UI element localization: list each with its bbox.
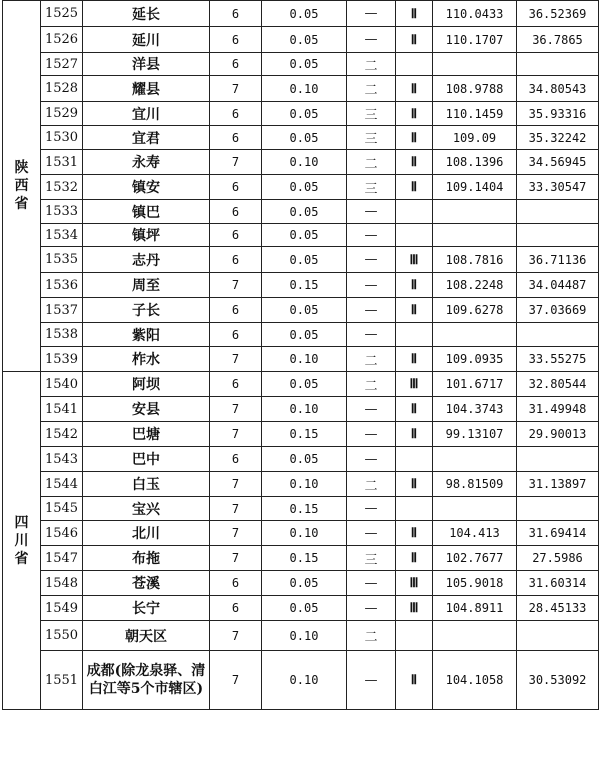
place-name-cell: 周至 <box>83 273 210 298</box>
row-number-cell: 1526 <box>41 27 83 53</box>
group-cell: — <box>347 571 396 596</box>
group-cell: — <box>347 27 396 53</box>
longitude-cell: 104.8911 <box>433 596 517 621</box>
row-number-cell: 1529 <box>41 102 83 126</box>
longitude-cell: 110.0433 <box>433 1 517 27</box>
group-cell: — <box>347 1 396 27</box>
acceleration-cell: 0.10 <box>262 397 347 422</box>
row-number-cell: 1547 <box>41 546 83 571</box>
group-cell: 三 <box>347 102 396 126</box>
acceleration-cell: 0.05 <box>262 53 347 76</box>
row-number-cell: 1535 <box>41 247 83 273</box>
intensity-cell: 6 <box>210 1 262 27</box>
place-name-cell: 延长 <box>83 1 210 27</box>
acceleration-cell: 0.05 <box>262 27 347 53</box>
place-name-cell: 巴中 <box>83 447 210 472</box>
longitude-cell: 104.1058 <box>433 651 517 710</box>
longitude-cell <box>433 447 517 472</box>
table-row <box>3 200 599 224</box>
table-row <box>3 596 599 621</box>
table-row <box>3 447 599 472</box>
acceleration-cell: 0.05 <box>262 200 347 224</box>
latitude-cell: 28.45133 <box>517 596 599 621</box>
site-class-cell: Ⅱ <box>396 126 433 150</box>
place-name-cell: 布拖 <box>83 546 210 571</box>
intensity-cell: 7 <box>210 76 262 102</box>
place-name-cell: 耀县 <box>83 76 210 102</box>
latitude-cell: 35.32242 <box>517 126 599 150</box>
acceleration-cell: 0.05 <box>262 298 347 323</box>
intensity-cell: 7 <box>210 521 262 546</box>
latitude-cell: 34.56945 <box>517 150 599 175</box>
table-row <box>3 1 599 27</box>
place-name-cell: 镇巴 <box>83 200 210 224</box>
row-number-cell: 1549 <box>41 596 83 621</box>
site-class-cell <box>396 323 433 347</box>
site-class-cell: Ⅱ <box>396 175 433 200</box>
site-class-cell: Ⅱ <box>396 27 433 53</box>
acceleration-cell: 0.05 <box>262 247 347 273</box>
intensity-cell: 6 <box>210 247 262 273</box>
group-cell: 二 <box>347 76 396 102</box>
table-row <box>3 224 599 247</box>
intensity-cell: 7 <box>210 273 262 298</box>
site-class-cell: Ⅱ <box>396 521 433 546</box>
place-name-cell: 镇安 <box>83 175 210 200</box>
longitude-cell: 104.413 <box>433 521 517 546</box>
province-cell <box>3 372 41 710</box>
intensity-cell: 6 <box>210 298 262 323</box>
longitude-cell <box>433 621 517 651</box>
site-class-cell <box>396 497 433 521</box>
acceleration-cell: 0.10 <box>262 521 347 546</box>
acceleration-cell: 0.15 <box>262 497 347 521</box>
row-number-cell: 1544 <box>41 472 83 497</box>
acceleration-cell: 0.10 <box>262 76 347 102</box>
intensity-cell: 6 <box>210 102 262 126</box>
longitude-cell: 101.6717 <box>433 372 517 397</box>
seismic-data-table <box>2 0 599 710</box>
latitude-cell: 36.52369 <box>517 1 599 27</box>
table-row <box>3 126 599 150</box>
place-name-cell: 长宁 <box>83 596 210 621</box>
group-cell: — <box>347 298 396 323</box>
acceleration-cell: 0.10 <box>262 347 347 372</box>
longitude-cell: 108.2248 <box>433 273 517 298</box>
latitude-cell: 32.80544 <box>517 372 599 397</box>
acceleration-cell: 0.15 <box>262 273 347 298</box>
acceleration-cell: 0.05 <box>262 1 347 27</box>
place-name-cell: 子长 <box>83 298 210 323</box>
acceleration-cell: 0.10 <box>262 472 347 497</box>
site-class-cell: Ⅱ <box>396 546 433 571</box>
group-cell: 三 <box>347 126 396 150</box>
intensity-cell: 6 <box>210 53 262 76</box>
longitude-cell: 110.1707 <box>433 27 517 53</box>
group-cell: — <box>347 447 396 472</box>
place-name-cell: 北川 <box>83 521 210 546</box>
table-row <box>3 571 599 596</box>
latitude-cell: 31.49948 <box>517 397 599 422</box>
intensity-cell: 6 <box>210 27 262 53</box>
row-number-cell: 1533 <box>41 200 83 224</box>
intensity-cell: 6 <box>210 224 262 247</box>
acceleration-cell: 0.10 <box>262 621 347 651</box>
group-cell: — <box>347 323 396 347</box>
longitude-cell <box>433 224 517 247</box>
group-cell: — <box>347 273 396 298</box>
table-row <box>3 521 599 546</box>
group-cell: 二 <box>347 372 396 397</box>
table-row <box>3 472 599 497</box>
row-number-cell: 1531 <box>41 150 83 175</box>
province-name: 四川省 <box>14 514 29 567</box>
site-class-cell: Ⅲ <box>396 372 433 397</box>
intensity-cell: 7 <box>210 621 262 651</box>
province-name: 陕西省 <box>14 160 29 212</box>
place-name-cell: 永寿 <box>83 150 210 175</box>
site-class-cell <box>396 621 433 651</box>
group-cell: — <box>347 422 396 447</box>
place-name-cell: 紫阳 <box>83 323 210 347</box>
acceleration-cell: 0.05 <box>262 126 347 150</box>
row-number-cell: 1545 <box>41 497 83 521</box>
table-row <box>3 273 599 298</box>
group-cell: 二 <box>347 472 396 497</box>
latitude-cell <box>517 323 599 347</box>
row-number-cell: 1536 <box>41 273 83 298</box>
row-number-cell: 1548 <box>41 571 83 596</box>
site-class-cell: Ⅱ <box>396 347 433 372</box>
latitude-cell <box>517 224 599 247</box>
place-name-cell: 洋县 <box>83 53 210 76</box>
group-cell: 二 <box>347 150 396 175</box>
place-name-cell: 志丹 <box>83 247 210 273</box>
group-cell: 二 <box>347 347 396 372</box>
site-class-cell: Ⅲ <box>396 596 433 621</box>
row-number-cell: 1534 <box>41 224 83 247</box>
latitude-cell: 27.5986 <box>517 546 599 571</box>
site-class-cell: Ⅱ <box>396 102 433 126</box>
acceleration-cell: 0.05 <box>262 447 347 472</box>
table-body <box>3 1 599 710</box>
longitude-cell: 109.0935 <box>433 347 517 372</box>
place-name-cell: 安县 <box>83 397 210 422</box>
site-class-cell: Ⅱ <box>396 1 433 27</box>
intensity-cell: 6 <box>210 596 262 621</box>
table-row <box>3 298 599 323</box>
intensity-cell: 7 <box>210 397 262 422</box>
table-row <box>3 76 599 102</box>
row-number-cell: 1527 <box>41 53 83 76</box>
row-number-cell: 1528 <box>41 76 83 102</box>
latitude-cell: 31.13897 <box>517 472 599 497</box>
latitude-cell <box>517 447 599 472</box>
place-name-cell: 宝兴 <box>83 497 210 521</box>
acceleration-cell: 0.15 <box>262 422 347 447</box>
longitude-cell <box>433 323 517 347</box>
site-class-cell <box>396 200 433 224</box>
row-number-cell: 1550 <box>41 621 83 651</box>
place-name-cell: 成都(除龙泉驿、清白江等5个市辖区) <box>83 651 210 710</box>
place-name-cell: 延川 <box>83 27 210 53</box>
acceleration-cell: 0.05 <box>262 224 347 247</box>
longitude-cell: 110.1459 <box>433 102 517 126</box>
site-class-cell: Ⅱ <box>396 651 433 710</box>
latitude-cell <box>517 53 599 76</box>
group-cell: 三 <box>347 175 396 200</box>
acceleration-cell: 0.05 <box>262 175 347 200</box>
site-class-cell: Ⅲ <box>396 571 433 596</box>
table-row <box>3 27 599 53</box>
latitude-cell: 29.90013 <box>517 422 599 447</box>
latitude-cell: 31.69414 <box>517 521 599 546</box>
longitude-cell: 104.3743 <box>433 397 517 422</box>
acceleration-cell: 0.10 <box>262 150 347 175</box>
intensity-cell: 7 <box>210 651 262 710</box>
table-row <box>3 102 599 126</box>
longitude-cell <box>433 200 517 224</box>
intensity-cell: 7 <box>210 546 262 571</box>
group-cell: — <box>347 397 396 422</box>
latitude-cell <box>517 497 599 521</box>
acceleration-cell: 0.05 <box>262 596 347 621</box>
table-row <box>3 651 599 710</box>
latitude-cell: 35.93316 <box>517 102 599 126</box>
row-number-cell: 1532 <box>41 175 83 200</box>
intensity-cell: 6 <box>210 447 262 472</box>
latitude-cell: 34.80543 <box>517 76 599 102</box>
longitude-cell: 105.9018 <box>433 571 517 596</box>
site-class-cell <box>396 224 433 247</box>
group-cell: — <box>347 596 396 621</box>
row-number-cell: 1543 <box>41 447 83 472</box>
site-class-cell <box>396 53 433 76</box>
group-cell: 二 <box>347 621 396 651</box>
intensity-cell: 6 <box>210 175 262 200</box>
row-number-cell: 1537 <box>41 298 83 323</box>
row-number-cell: 1551 <box>41 651 83 710</box>
intensity-cell: 6 <box>210 126 262 150</box>
table-row <box>3 497 599 521</box>
group-cell: — <box>347 200 396 224</box>
latitude-cell: 33.30547 <box>517 175 599 200</box>
intensity-cell: 6 <box>210 200 262 224</box>
intensity-cell: 7 <box>210 472 262 497</box>
table-row <box>3 397 599 422</box>
longitude-cell <box>433 53 517 76</box>
row-number-cell: 1541 <box>41 397 83 422</box>
table-row <box>3 621 599 651</box>
province-cell <box>3 1 41 372</box>
row-number-cell: 1546 <box>41 521 83 546</box>
table-row <box>3 247 599 273</box>
acceleration-cell: 0.15 <box>262 546 347 571</box>
longitude-cell: 109.09 <box>433 126 517 150</box>
group-cell: — <box>347 497 396 521</box>
latitude-cell: 36.71136 <box>517 247 599 273</box>
group-cell: 二 <box>347 53 396 76</box>
acceleration-cell: 0.10 <box>262 651 347 710</box>
row-number-cell: 1539 <box>41 347 83 372</box>
place-name-cell: 宜川 <box>83 102 210 126</box>
place-name-cell: 镇坪 <box>83 224 210 247</box>
place-name-cell: 朝天区 <box>83 621 210 651</box>
latitude-cell: 34.04487 <box>517 273 599 298</box>
longitude-cell: 108.1396 <box>433 150 517 175</box>
table-row <box>3 53 599 76</box>
latitude-cell: 30.53092 <box>517 651 599 710</box>
longitude-cell: 109.1404 <box>433 175 517 200</box>
group-cell: — <box>347 224 396 247</box>
longitude-cell: 108.9788 <box>433 76 517 102</box>
longitude-cell: 108.7816 <box>433 247 517 273</box>
site-class-cell: Ⅱ <box>396 298 433 323</box>
group-cell: 三 <box>347 546 396 571</box>
intensity-cell: 6 <box>210 323 262 347</box>
row-number-cell: 1525 <box>41 1 83 27</box>
intensity-cell: 6 <box>210 571 262 596</box>
acceleration-cell: 0.05 <box>262 372 347 397</box>
intensity-cell: 7 <box>210 497 262 521</box>
site-class-cell: Ⅲ <box>396 247 433 273</box>
intensity-cell: 7 <box>210 347 262 372</box>
table-row <box>3 150 599 175</box>
row-number-cell: 1540 <box>41 372 83 397</box>
site-class-cell: Ⅱ <box>396 273 433 298</box>
intensity-cell: 6 <box>210 372 262 397</box>
table-row <box>3 372 599 397</box>
table-row <box>3 323 599 347</box>
site-class-cell: Ⅱ <box>396 397 433 422</box>
acceleration-cell: 0.05 <box>262 571 347 596</box>
latitude-cell: 33.55275 <box>517 347 599 372</box>
longitude-cell: 99.13107 <box>433 422 517 447</box>
latitude-cell <box>517 200 599 224</box>
site-class-cell: Ⅱ <box>396 76 433 102</box>
group-cell: — <box>347 247 396 273</box>
place-name-cell: 巴塘 <box>83 422 210 447</box>
group-cell: — <box>347 651 396 710</box>
latitude-cell: 31.60314 <box>517 571 599 596</box>
table-row <box>3 422 599 447</box>
place-name-cell: 白玉 <box>83 472 210 497</box>
row-number-cell: 1530 <box>41 126 83 150</box>
site-class-cell: Ⅱ <box>396 150 433 175</box>
table-row <box>3 175 599 200</box>
latitude-cell: 37.03669 <box>517 298 599 323</box>
row-number-cell: 1542 <box>41 422 83 447</box>
longitude-cell: 98.81509 <box>433 472 517 497</box>
acceleration-cell: 0.05 <box>262 102 347 126</box>
place-name-cell: 宜君 <box>83 126 210 150</box>
longitude-cell: 102.7677 <box>433 546 517 571</box>
site-class-cell: Ⅱ <box>396 422 433 447</box>
acceleration-cell: 0.05 <box>262 323 347 347</box>
longitude-cell: 109.6278 <box>433 298 517 323</box>
intensity-cell: 7 <box>210 422 262 447</box>
row-number-cell: 1538 <box>41 323 83 347</box>
group-cell: — <box>347 521 396 546</box>
intensity-cell: 7 <box>210 150 262 175</box>
table-row <box>3 546 599 571</box>
latitude-cell: 36.7865 <box>517 27 599 53</box>
longitude-cell <box>433 497 517 521</box>
latitude-cell <box>517 621 599 651</box>
place-name-cell: 柞水 <box>83 347 210 372</box>
site-class-cell <box>396 447 433 472</box>
place-name-cell: 阿坝 <box>83 372 210 397</box>
table-row <box>3 347 599 372</box>
site-class-cell: Ⅱ <box>396 472 433 497</box>
place-name-cell: 苍溪 <box>83 571 210 596</box>
